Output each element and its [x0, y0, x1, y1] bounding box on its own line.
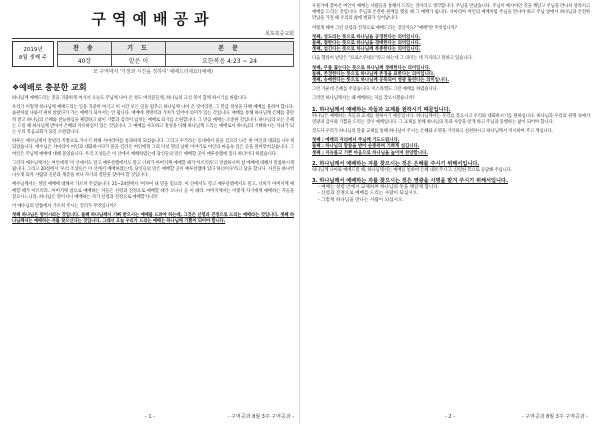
- definition-item: 셋째, 송배한다는 뜻으로 하나님께 공목되어 영광 돌린다는 의미입니다.: [312, 78, 450, 84]
- scripture-value: 요한복음 4:23 ~ 24: [166, 54, 294, 67]
- definition-item: 첫째, 무릎 꿇는다는 뜻으로 하나님께 경배한다는 의미입니다.: [312, 65, 431, 71]
- paragraph: 하나님께 예배드리는 것을 귀중하게 여겨서 오늘도 주님께 나아 온 성도 여러분들께, 하나님의 크신 복이 함께 하시기를 바랍니다.: [12, 96, 248, 101]
- prayer-value: 맡은 이: [112, 54, 166, 67]
- paragraph: 우물가에 찾아온 여인이 예배는 사람들을 통해서 드리는 것이라고 생각합니다. 주님을 만났습니다. 주님이 메시야인 것을 깨닫고 주님을 만나서 달라지고 예배를 드리는 것입니다. 주님과 온전한 관계를 맺을 때 그 예배가 됩니다. 사마리아 여인의 예배처럼 주님을 만나야 하고 주님 앞에서 하나님과 온전한 만남을 가질 때 우리의 삶에 변화가 일어납니다.: [312, 4, 590, 22]
- page-number: - 1 -: [145, 414, 155, 420]
- bulletin-quote: 모 구역에서 '가정과 시간을 정하여' 예배드리세요!(예배): [93, 69, 213, 75]
- bullet-icon: ❖: [12, 83, 20, 92]
- bulletin-title: 구역예배공과: [91, 10, 215, 28]
- paragraph: 하루는 예수님께서 갈릴리 지방으로 가시기 위해 사마리아를 통과하게 되셨습니다. 그리고 수가라는 동네에서 물을 길으러 나온 한 여인과 대화를 나누게 되었습니다. 예수님은 사마리아 여인과 대화하시다가 물을 길러온 여인에게 그의 다섯 명의 남편 이야기로 여인의 마음속 깊은 곳을 알아맞히셨습니다. 그 여인은 주님께 예배에 대해 물었습니다. 우리 조상들은 이 산에서 예배하였는데 당신들의 말은 예배할 곳이 예루살렘에 있다 하더이다 하였습니다.: [12, 139, 294, 157]
- definition-item: 둘째, 절한다는 뜻으로 하나님을 경배한다는 의미입니다.: [312, 41, 421, 47]
- paragraph: 이 예수님의 말씀에서 가르쳐 주시는 진리가 무엇입니까?: [12, 204, 116, 210]
- header-scripture: 본 문: [166, 42, 294, 55]
- date-year: 2019년: [23, 47, 43, 53]
- section-title-text: 예배로 충분한 교회: [19, 83, 87, 92]
- paragraph: 그러자 예수님께서는 여인에게 '이 산에서도 말고 예루살렘에서도 말고 너희가 아버지께 예배할 때가 이르리라'고 말씀하시며 참 예배에 대해서 말씀하시게 됩니다. 그리고 20절에서 '우리 조상들은 이 산에서 예배하였는데, 당신들의 말은 예배할 곳이 예루살렘에 있다 하더이다'라고 답을 합니다. 사진을 하나씩 나누게 되자 사람의 신분과 계층을 떠나 자기의 결단을 찾아야 할 것입니다.: [12, 160, 294, 179]
- sub-list-item: - 신령과 진정으로 예배를 드리는 사람이 되십시오.: [318, 191, 419, 197]
- header-hymn: 찬 송: [58, 42, 112, 55]
- highlight-paragraph: 첫째 하나님은 영이시라는 것입니다. 둘째 하나님께서 기뻐 받으시는 예배를 드려야 하는데, 그것은 신령과 진정으로 드리는 예배라는 것입니다. 셋째 하나님께서는 예배하는 자를 찾으신다는 것입니다. 그래서 오늘 우리가 드리는 예배는 하나님께 기쁨이 되어야 합니다.: [12, 213, 294, 225]
- definition-item: 둘째 : 하나님의 말씀을 받아 순종하며 기쁘게 섬깁니다.: [312, 144, 420, 150]
- date-week: 8월 셋째 주: [18, 55, 48, 61]
- paragraph: 하나님께 나아와 예배드릴 때, 하나님께서는 예배를 통하여 은혜 내려 주시고, 신령한 복으로 응답해 주십니다.: [312, 167, 512, 173]
- footer-text: - 구역공과 8월 3주 구역공과 -: [521, 414, 588, 420]
- paragraph: 그런 가운데 은혜를 주셨습니다. 이스라엘도 그런 예배를 하였습니다.: [312, 87, 438, 93]
- page-number: - 2 -: [445, 414, 455, 420]
- right-page: [300, 0, 600, 424]
- numbered-heading: 2. 하나님께서 예배하는 자를 찾으시는 것은 은혜를 주시기 위해서입니다.: [312, 160, 480, 167]
- definition-item: 셋째, 섬긴다는 뜻으로 하나님께 복종한다는 의미입니다.: [312, 47, 421, 53]
- church-name: 목포북중교회: [265, 31, 294, 37]
- definition-list: [312, 138, 590, 157]
- question: 어떻게 해야 그런 신령과 진정으로 예배드리는 것일까요? "예배"란 무엇입니까?: [312, 25, 457, 31]
- date-box: [12, 41, 54, 67]
- header-prayer: 기 도: [112, 42, 166, 55]
- definition-item: 셋째 : 자유롭고 기쁜 마음으로 하나님을 높이며 찬양합니다.: [312, 150, 428, 156]
- sub-list: [318, 185, 590, 204]
- definition-item: 둘째, 존경한다는 뜻으로 하나님께 존경을 표한다는 의미입니다.: [312, 71, 435, 77]
- paragraph: 전도자 우리가 하나님의 말씀 교제를 통해 하나님이 주시는 은혜와 소명을 기억하고 실천하시고 하나님께서 지시하여 주고 계십니다.: [312, 129, 553, 135]
- definition-list: [312, 66, 590, 85]
- definition-item: 첫째 : 예배의 자리에서 주님께 기도드립니다.: [312, 138, 400, 144]
- definition-list: [312, 35, 590, 54]
- scripture-quote: 예수님께서는 정말 예배에 대해서 가르쳐 주셨습니다. 21~24절에서 '여자여 내 말을 믿으라. 이 산에서도 말고 예루살렘에서도 말고, 너희가 아버지께 예배할 때가 이르리라...아버지께 참으로 예배하는 자들은 신령과 진정으로 예배할 때가 오나니 곧 이 때라. 아버지께서는 이렇게 자기에게 예배하는 자들을 찾으시느니라. 하나님은 영이시니 예배하는 자가 신령과 진정으로 예배할지니라': [12, 182, 294, 200]
- paragraph: 다음 헬라어 낱말은 "프로스쿠네오"라고 하는데 그 의미는 세 가지라고 말하고 있습니다.: [312, 56, 473, 62]
- sub-list-item: - 예배는 성령 안에서 교제하며 하나님의 뜻을 깨닫게 합니다.: [318, 185, 440, 191]
- info-box: [12, 41, 294, 67]
- worship-info-table: [57, 41, 294, 67]
- hymn-value: 40장: [58, 54, 112, 67]
- paragraph: 그러면 하나님께서는 왜 예배하는 자를 찾으시겠습니까?: [312, 96, 415, 102]
- definition-item: 첫째, 성도라는 뜻으로 하나님을 공경한다는 의미입니다.: [312, 34, 421, 40]
- paragraph: 하나님은 예배하는 자들과 교제를 원하시기 때문입니다. 하나님께서는 우리를 찾으시고 우리와 대화하시기를 원하십니다. 하나님과 우리의 관계 속에서 영광과 감사와 기쁨을 드리는 것이 예배입니다. 그 교제를 통해 하나님의 뜻과 사랑을 알게 하고 주님과 동행하는 삶이 되어야 합니다.: [312, 113, 590, 125]
- numbered-heading: 3. 하나님께서 예배하는 자를 찾으시는 것은 영광을 사명을 맡겨 주시기 위해서입니다.: [312, 178, 508, 185]
- paragraph: 우리가 이렇게 하나님께 예배드리는 일을 귀중히 여기고 이 시간 모든 일을 멈추고 하나님께 나아 온 것이라면, 그 만큼 정성을 다해 예배를 올려야 합니다. 습관처럼 나와서 편히 앉았다가 가는 예배가 되어서는 안 됩니다. 예배에 생명력과 가치가 있어야 의미가 있는 것입니다. 예배를 통해 하나님께 은혜를 충만히 받고 하나님의 은혜와 전능하심을 체험하고 삶이 기쁨과 감격이 넘치는 예배로 되기를 소원합니다. 그 만큼 예배는 소중한 것입니다. 하나님의 모든 은혜는 드릴 때 하나님께 받아서 은혜와 자유하심이 있는 것입니다. 그 예배를 사모하고 정성을 다해 하나님께 드리는 예배로서 하나님의 기뻐하시는 자녀가 되는 우리 복음교회가 되길 소원합니다.: [12, 105, 294, 136]
- title-rule: [12, 38, 294, 39]
- sub-list-item: - 그렇게 하나님을 만나는 사람이 되십시오.: [318, 197, 404, 203]
- section-title: [12, 82, 294, 93]
- footer-text: - 구역공과 8월 3주 구역공과 -: [227, 414, 294, 420]
- numbered-heading: 1. 하나님께서 예배하는 자들과 교제를 원하시기 때문입니다.: [312, 106, 451, 113]
